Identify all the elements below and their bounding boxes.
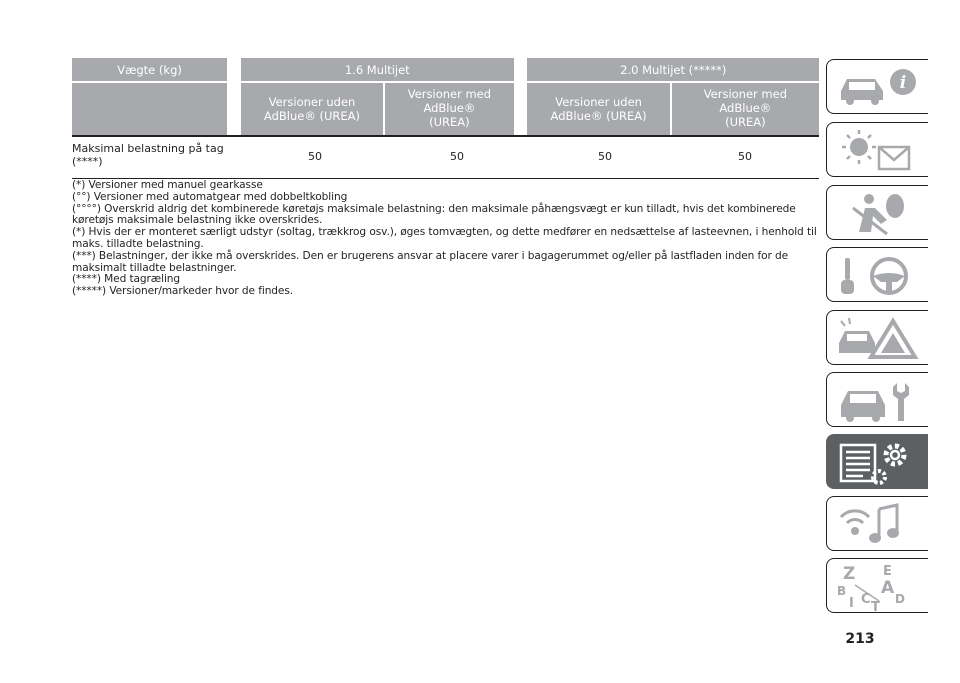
index-letter: E <box>883 564 892 579</box>
value-20-med: 50 <box>738 150 752 163</box>
airbag-person-icon <box>835 190 927 238</box>
signal-music-icon <box>835 501 927 549</box>
tab-starting-driving[interactable] <box>826 247 928 302</box>
tab-technical-specifications[interactable] <box>826 434 928 489</box>
index-letter: T <box>871 600 880 611</box>
header-20-med-adblue: Versioner med AdBlue® (UREA) <box>670 83 819 135</box>
value-20-uden: 50 <box>598 150 612 163</box>
table-header-row-2 <box>72 83 819 135</box>
car-info-icon <box>835 64 927 112</box>
footnote: (*) Versioner med manuel gearkasse <box>72 179 263 191</box>
car-warning-triangle-icon <box>835 315 927 363</box>
tab-emergency[interactable] <box>826 310 928 365</box>
index-letter: Z <box>843 564 856 584</box>
value-16-uden: 50 <box>308 150 322 163</box>
tab-index[interactable] <box>826 558 928 613</box>
footnote: (****) Med tagræling <box>72 273 181 286</box>
header-weight: Vægte (kg) <box>72 58 227 81</box>
index-letter: C <box>861 592 871 607</box>
index-letter: B <box>837 584 847 598</box>
footnote: (***) Belastninger, der ikke må overskrides. Den er brugerens ansvar at placere varer i bagagerummet og/eller på lastfladen inden for de maksimalt tilladte belastninger. <box>72 249 789 274</box>
weights-table <box>72 58 819 179</box>
tab-multimedia[interactable] <box>826 496 928 551</box>
index-letter: A <box>881 578 895 598</box>
header-16-uden-adblue: Versioner uden AdBlue® (UREA) <box>241 83 383 135</box>
sun-envelope-icon <box>835 127 927 175</box>
table-header-row-1 <box>72 58 819 83</box>
specifications-gears-icon <box>835 439 927 487</box>
svg-text:i: i <box>899 73 907 93</box>
index-letter: D <box>895 592 905 606</box>
car-wrench-icon <box>835 377 927 425</box>
header-16-med-adblue: Versioner med AdBlue® (UREA) <box>383 83 514 135</box>
key-steering-wheel-icon <box>835 252 927 300</box>
header-group-20-multijet: 2.0 Multijet (*****) <box>527 58 819 81</box>
tab-lights-messages[interactable] <box>826 122 928 177</box>
footnotes <box>72 180 819 298</box>
index-letter: I <box>849 596 854 611</box>
tab-maintenance[interactable] <box>826 372 928 427</box>
tab-car-info[interactable] <box>826 59 928 114</box>
tab-safety[interactable] <box>826 185 928 240</box>
row-label: Maksimal belastning på tag (****) <box>72 142 224 168</box>
alphabet-index-icon <box>835 563 927 611</box>
header-20-uden-adblue: Versioner uden AdBlue® (UREA) <box>527 83 669 135</box>
value-16-med: 50 <box>450 150 464 163</box>
header-group-16-multijet: 1.6 Multijet <box>241 58 514 81</box>
footnote: (°°°°) Overskrid aldrig det kombinerede køretøjs maksimale belastning: den maksimale påhængsvægt er kun tilladt, hvis det kombinerede køretøjs maksimale belastning ikke overskrides. <box>72 202 796 227</box>
table-row-max-roof-load <box>72 135 819 179</box>
footnote: (*****) Versioner/markeder hvor de findes. <box>72 285 294 298</box>
footnote: (*) Hvis der er monteret særligt udstyr (soltag, trækkrog osv.), øges tomvægten, og dette medfører en nedsættelse af lasteevnen, i henhold til maks. tilladte belastning. <box>72 226 817 250</box>
page-number: 213 <box>845 631 875 647</box>
footnote: (°°) Versioner med automatgear med dobbeltkobling <box>72 190 348 203</box>
